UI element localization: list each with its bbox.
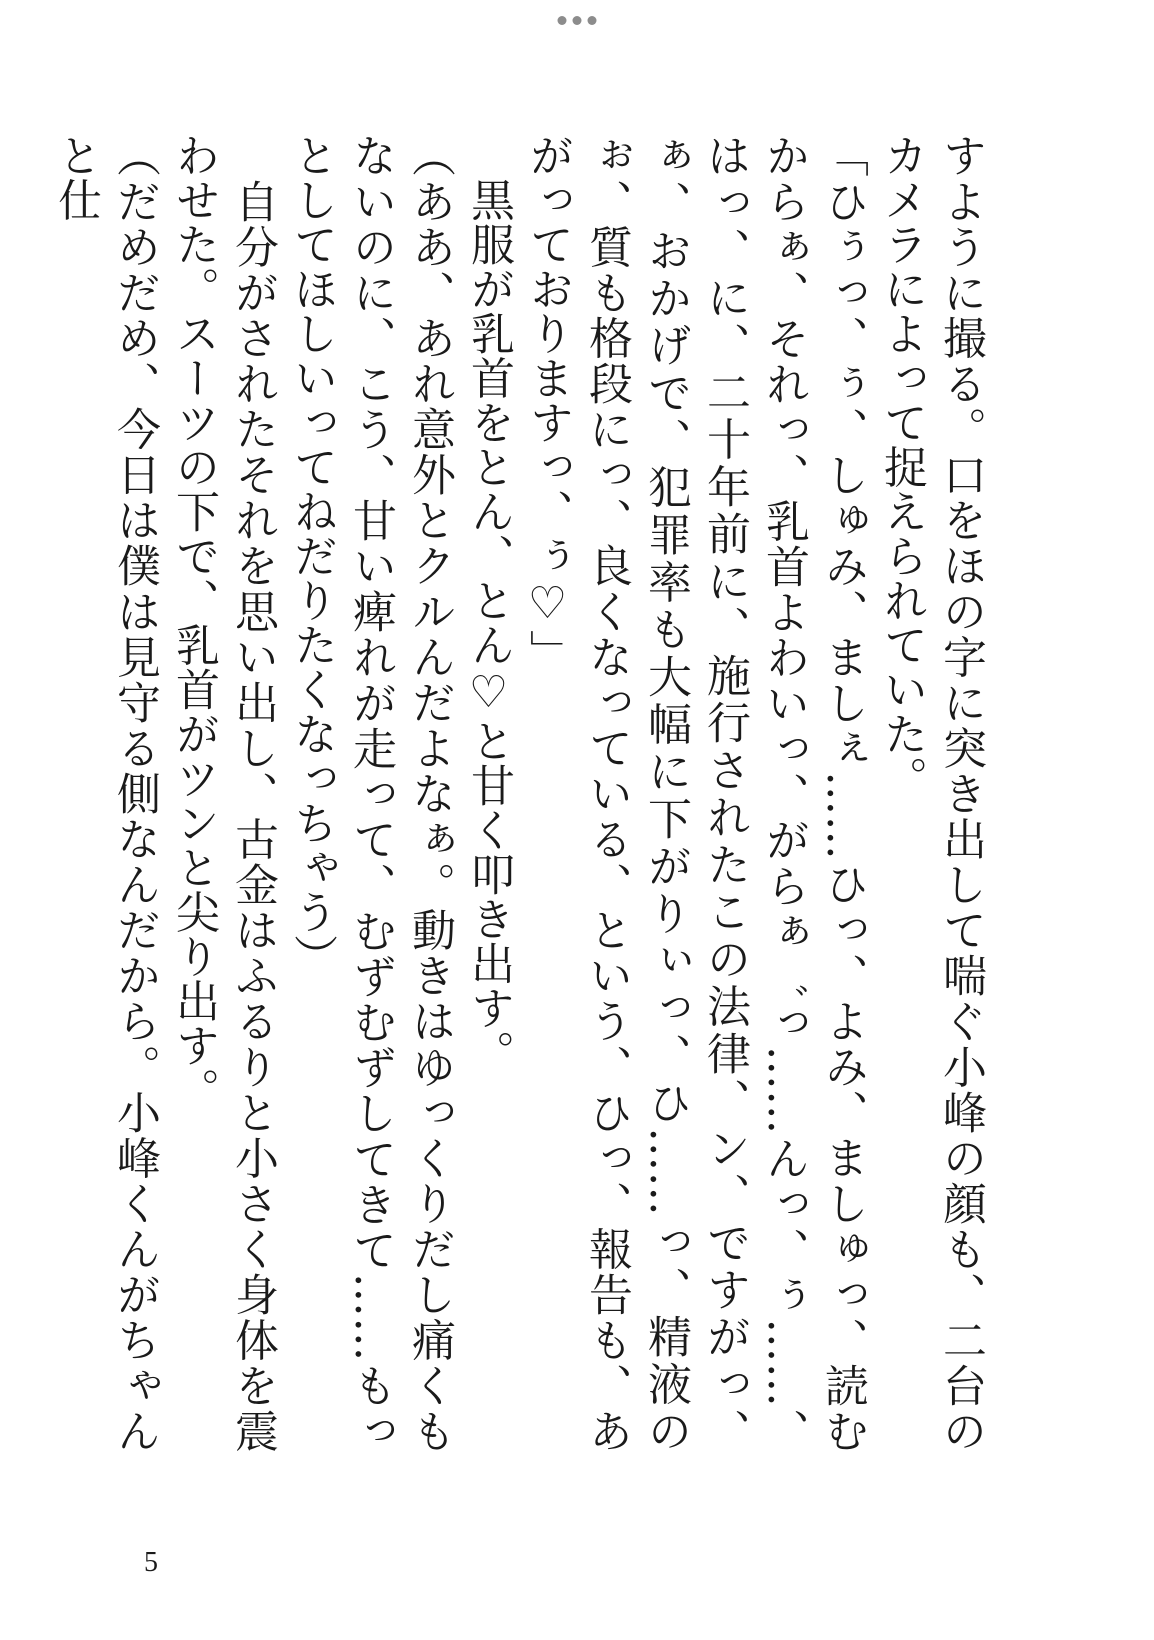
dot-icon <box>558 16 567 25</box>
dot-icon <box>588 16 597 25</box>
page-number: 5 <box>144 1547 158 1578</box>
paragraph: 自分がされたそれを思い出し、古金はふるりと小さく身体を震わせた。スーツの下で、乳首がツンと尖り出す。 <box>168 133 278 1454</box>
paragraph: （だめだめ、今日は僕は見守る側なんだから。小峰くんがちゃんと仕 <box>50 133 160 1454</box>
paragraph: （ああ、あれ意外とクルんだよなぁ。動きはゆっくりだし痛くもないのに、こう、甘い痺れが走って、むずむずしてきて……もっとしてほしいってねだりたくなっちゃう） <box>286 133 455 1454</box>
paragraph: すように撮る。口をほの字に突き出して喘ぐ小峰の顔も、二台のカメラによって捉えられていた。 <box>876 133 986 1453</box>
paragraph: 黒服が乳首をとん、とん♡と甘く叩き出す。 <box>463 133 514 1075</box>
page-body-text <box>50 133 990 1454</box>
more-options-icon[interactable] <box>558 16 597 25</box>
paragraph: 「ひぅっ、ぅ、しゅみ、ましぇ……ひっ、よみ、ましゅっ、読むからぁ、それっ、乳首よわいっ、がらぁ゛っ……んっ、ぅ……、はっ、に、二十年前に、施行されたこの法律、ン、ですがっ、ぁ、おかげで、犯罪率も大幅に下がりぃっ、ひ……っ、精液のぉ、質も格段にっ、良くなっている、という、ひっ、報告も、あがっておりますっ、ぅ♡」 <box>522 133 868 1453</box>
dot-icon <box>573 16 582 25</box>
